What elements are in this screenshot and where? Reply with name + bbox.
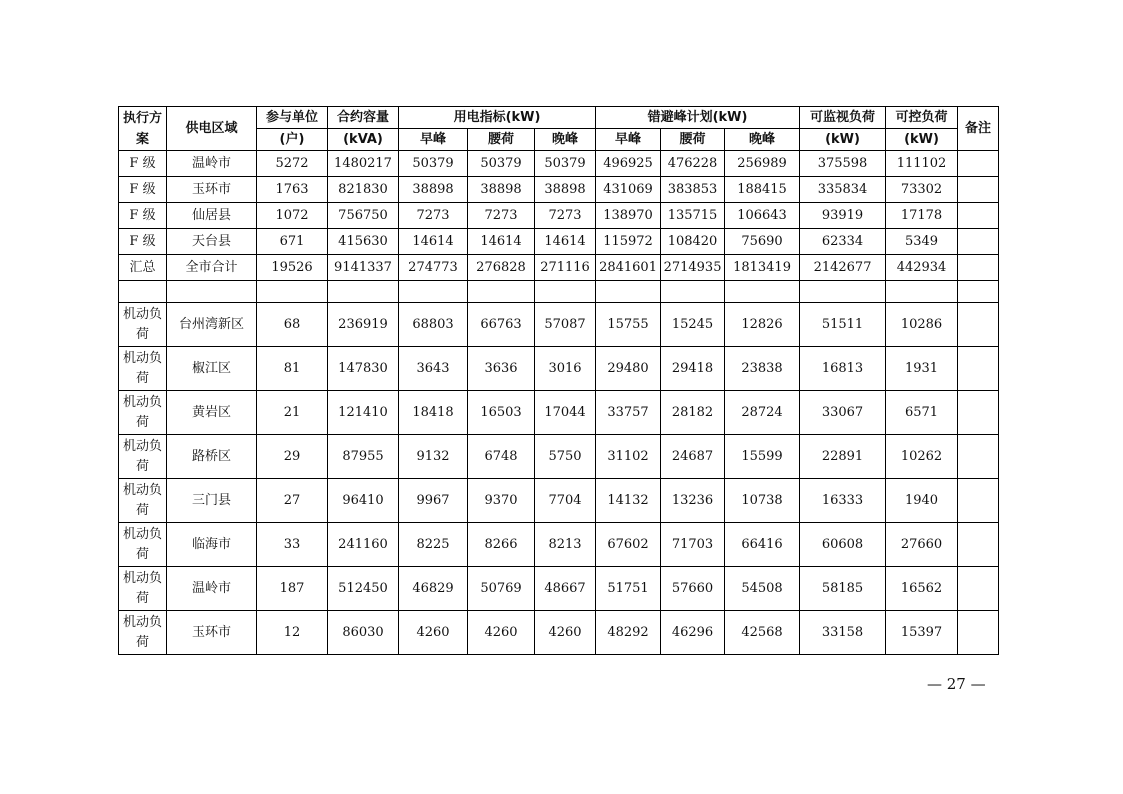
cell-remark	[958, 203, 999, 229]
cell-region: 温岭市	[167, 567, 257, 611]
cell-s-w: 29418	[661, 347, 725, 391]
cell-plan: 机动负荷	[119, 611, 167, 655]
load-plan-table	[118, 106, 999, 655]
cell-u-w: 14614	[468, 229, 535, 255]
cell-remark	[958, 151, 999, 177]
cell-s-w: 108420	[661, 229, 725, 255]
cell-capacity: 1480217	[328, 151, 399, 177]
cell-u-w: 9370	[468, 479, 535, 523]
cell-capacity: 87955	[328, 435, 399, 479]
cell-u-m: 50379	[399, 151, 468, 177]
cell-monitor: 2142677	[800, 255, 886, 281]
cell-u-m: 4260	[399, 611, 468, 655]
cell-control: 10286	[886, 303, 958, 347]
cell-s-w: 24687	[661, 435, 725, 479]
cell-plan: 机动负荷	[119, 303, 167, 347]
cell-plan: F 级	[119, 229, 167, 255]
cell-monitor: 375598	[800, 151, 886, 177]
cell-region: 椒江区	[167, 347, 257, 391]
cell-u-e: 271116	[535, 255, 596, 281]
cell-s-m: 14132	[596, 479, 661, 523]
cell-u-w: 6748	[468, 435, 535, 479]
cell-u-e: 50379	[535, 151, 596, 177]
table-row	[119, 151, 999, 177]
header-exec-plan: 执行方案	[119, 107, 167, 151]
cell-u-m: 18418	[399, 391, 468, 435]
cell-region: 台州湾新区	[167, 303, 257, 347]
cell-u-e: 8213	[535, 523, 596, 567]
table-row	[119, 255, 999, 281]
cell-s-m: 2841601	[596, 255, 661, 281]
page-number: — 27 —	[927, 675, 986, 693]
cell-remark	[958, 229, 999, 255]
cell-plan: 汇总	[119, 255, 167, 281]
cell-units: 187	[257, 567, 328, 611]
cell-plan: 机动负荷	[119, 479, 167, 523]
cell-s-e: 42568	[725, 611, 800, 655]
cell-units: 19526	[257, 255, 328, 281]
cell-region: 全市合计	[167, 255, 257, 281]
cell-monitor: 60608	[800, 523, 886, 567]
cell-u-e: 7273	[535, 203, 596, 229]
cell-monitor: 22891	[800, 435, 886, 479]
cell-monitor: 58185	[800, 567, 886, 611]
f-level-rows	[119, 151, 999, 281]
header-shift-group: 错避峰计划(kW)	[596, 107, 800, 129]
cell-control: 27660	[886, 523, 958, 567]
cell-capacity: 512450	[328, 567, 399, 611]
cell-plan: F 级	[119, 203, 167, 229]
cell-capacity: 821830	[328, 177, 399, 203]
cell-region: 仙居县	[167, 203, 257, 229]
table-row	[119, 391, 999, 435]
cell-u-e: 4260	[535, 611, 596, 655]
cell-plan: 机动负荷	[119, 567, 167, 611]
cell-capacity: 241160	[328, 523, 399, 567]
cell-remark	[958, 177, 999, 203]
cell-s-e: 75690	[725, 229, 800, 255]
cell-units: 5272	[257, 151, 328, 177]
cell-plan: 机动负荷	[119, 523, 167, 567]
cell-u-m: 7273	[399, 203, 468, 229]
cell-units: 29	[257, 435, 328, 479]
table-row	[119, 347, 999, 391]
cell-s-e: 256989	[725, 151, 800, 177]
cell-u-e: 48667	[535, 567, 596, 611]
header-remark: 备注	[958, 107, 999, 151]
cell-u-e: 14614	[535, 229, 596, 255]
cell-remark	[958, 255, 999, 281]
cell-monitor: 33158	[800, 611, 886, 655]
cell-remark	[958, 435, 999, 479]
cell-units: 1072	[257, 203, 328, 229]
cell-s-w: 476228	[661, 151, 725, 177]
cell-u-w: 50379	[468, 151, 535, 177]
cell-region: 天台县	[167, 229, 257, 255]
cell-region: 三门县	[167, 479, 257, 523]
cell-u-w: 66763	[468, 303, 535, 347]
cell-capacity: 147830	[328, 347, 399, 391]
cell-s-e: 28724	[725, 391, 800, 435]
cell-u-m: 38898	[399, 177, 468, 203]
cell-region: 温岭市	[167, 151, 257, 177]
cell-units: 27	[257, 479, 328, 523]
cell-control: 10262	[886, 435, 958, 479]
table-row	[119, 435, 999, 479]
cell-u-m: 3643	[399, 347, 468, 391]
cell-u-w: 4260	[468, 611, 535, 655]
header-region: 供电区域	[167, 107, 257, 151]
cell-region: 玉环市	[167, 177, 257, 203]
cell-s-w: 13236	[661, 479, 725, 523]
cell-s-w: 15245	[661, 303, 725, 347]
cell-remark	[958, 611, 999, 655]
cell-u-m: 274773	[399, 255, 468, 281]
header-units-unit: (户)	[257, 129, 328, 151]
cell-u-e: 17044	[535, 391, 596, 435]
cell-capacity: 96410	[328, 479, 399, 523]
cell-control: 6571	[886, 391, 958, 435]
cell-units: 671	[257, 229, 328, 255]
cell-s-e: 106643	[725, 203, 800, 229]
cell-remark	[958, 523, 999, 567]
mobile-load-rows	[119, 303, 999, 655]
cell-s-m: 29480	[596, 347, 661, 391]
cell-region: 黄岩区	[167, 391, 257, 435]
cell-s-w: 28182	[661, 391, 725, 435]
header-shift-morning: 早峰	[596, 129, 661, 151]
cell-plan: 机动负荷	[119, 347, 167, 391]
cell-s-e: 23838	[725, 347, 800, 391]
cell-monitor: 51511	[800, 303, 886, 347]
cell-units: 33	[257, 523, 328, 567]
cell-u-w: 276828	[468, 255, 535, 281]
header-capacity: 合约容量	[328, 107, 399, 129]
cell-control: 17178	[886, 203, 958, 229]
cell-plan: 机动负荷	[119, 435, 167, 479]
cell-s-m: 67602	[596, 523, 661, 567]
cell-control: 5349	[886, 229, 958, 255]
cell-s-w: 135715	[661, 203, 725, 229]
cell-units: 12	[257, 611, 328, 655]
cell-s-m: 31102	[596, 435, 661, 479]
cell-plan: F 级	[119, 177, 167, 203]
cell-s-w: 57660	[661, 567, 725, 611]
header-shift-evening: 晚峰	[725, 129, 800, 151]
cell-s-w: 71703	[661, 523, 725, 567]
cell-capacity: 86030	[328, 611, 399, 655]
table-row	[119, 567, 999, 611]
cell-s-m: 431069	[596, 177, 661, 203]
cell-plan: 机动负荷	[119, 391, 167, 435]
cell-capacity: 121410	[328, 391, 399, 435]
cell-remark	[958, 347, 999, 391]
cell-u-e: 57087	[535, 303, 596, 347]
cell-s-m: 496925	[596, 151, 661, 177]
cell-control: 1940	[886, 479, 958, 523]
cell-u-m: 14614	[399, 229, 468, 255]
table-row	[119, 611, 999, 655]
cell-remark	[958, 479, 999, 523]
cell-u-e: 7704	[535, 479, 596, 523]
cell-s-m: 115972	[596, 229, 661, 255]
cell-s-w: 46296	[661, 611, 725, 655]
header-capacity-unit: (kVA)	[328, 129, 399, 151]
cell-s-m: 51751	[596, 567, 661, 611]
cell-u-w: 7273	[468, 203, 535, 229]
table-row	[119, 229, 999, 255]
header-usage-waist: 腰荷	[468, 129, 535, 151]
header-shift-waist: 腰荷	[661, 129, 725, 151]
cell-units: 68	[257, 303, 328, 347]
cell-s-m: 48292	[596, 611, 661, 655]
cell-control: 442934	[886, 255, 958, 281]
cell-u-e: 3016	[535, 347, 596, 391]
cell-remark	[958, 567, 999, 611]
cell-u-m: 68803	[399, 303, 468, 347]
cell-monitor: 62334	[800, 229, 886, 255]
header-usage-morning: 早峰	[399, 129, 468, 151]
cell-control: 73302	[886, 177, 958, 203]
header-control-unit: (kW)	[886, 129, 958, 151]
header-monitor: 可监视负荷	[800, 107, 886, 129]
cell-units: 1763	[257, 177, 328, 203]
cell-s-m: 15755	[596, 303, 661, 347]
cell-monitor: 93919	[800, 203, 886, 229]
cell-capacity: 9141337	[328, 255, 399, 281]
cell-region: 玉环市	[167, 611, 257, 655]
cell-u-w: 50769	[468, 567, 535, 611]
header-usage-evening: 晚峰	[535, 129, 596, 151]
cell-u-m: 9967	[399, 479, 468, 523]
cell-plan: F 级	[119, 151, 167, 177]
cell-s-e: 1813419	[725, 255, 800, 281]
cell-u-w: 16503	[468, 391, 535, 435]
cell-control: 111102	[886, 151, 958, 177]
cell-s-m: 33757	[596, 391, 661, 435]
table-row	[119, 523, 999, 567]
cell-u-w: 38898	[468, 177, 535, 203]
cell-remark	[958, 303, 999, 347]
cell-u-m: 9132	[399, 435, 468, 479]
cell-s-e: 66416	[725, 523, 800, 567]
cell-monitor: 16813	[800, 347, 886, 391]
header-units: 参与单位	[257, 107, 328, 129]
cell-u-m: 46829	[399, 567, 468, 611]
table-row	[119, 303, 999, 347]
cell-u-m: 8225	[399, 523, 468, 567]
cell-s-e: 188415	[725, 177, 800, 203]
cell-monitor: 33067	[800, 391, 886, 435]
cell-monitor: 16333	[800, 479, 886, 523]
cell-s-m: 138970	[596, 203, 661, 229]
cell-region: 临海市	[167, 523, 257, 567]
table-row	[119, 203, 999, 229]
cell-control: 15397	[886, 611, 958, 655]
header-control: 可控负荷	[886, 107, 958, 129]
cell-units: 21	[257, 391, 328, 435]
cell-monitor: 335834	[800, 177, 886, 203]
cell-s-e: 12826	[725, 303, 800, 347]
header-usage-group: 用电指标(kW)	[399, 107, 596, 129]
cell-u-e: 5750	[535, 435, 596, 479]
cell-capacity: 756750	[328, 203, 399, 229]
blank-row	[119, 281, 999, 303]
cell-s-e: 10738	[725, 479, 800, 523]
cell-units: 81	[257, 347, 328, 391]
cell-u-e: 38898	[535, 177, 596, 203]
cell-s-w: 2714935	[661, 255, 725, 281]
cell-u-w: 8266	[468, 523, 535, 567]
table-row	[119, 177, 999, 203]
header-monitor-unit: (kW)	[800, 129, 886, 151]
cell-s-w: 383853	[661, 177, 725, 203]
cell-remark	[958, 391, 999, 435]
table-row	[119, 479, 999, 523]
cell-u-w: 3636	[468, 347, 535, 391]
cell-control: 1931	[886, 347, 958, 391]
cell-region: 路桥区	[167, 435, 257, 479]
blank-separator	[119, 281, 999, 303]
cell-capacity: 236919	[328, 303, 399, 347]
cell-capacity: 415630	[328, 229, 399, 255]
cell-s-e: 15599	[725, 435, 800, 479]
cell-s-e: 54508	[725, 567, 800, 611]
cell-control: 16562	[886, 567, 958, 611]
